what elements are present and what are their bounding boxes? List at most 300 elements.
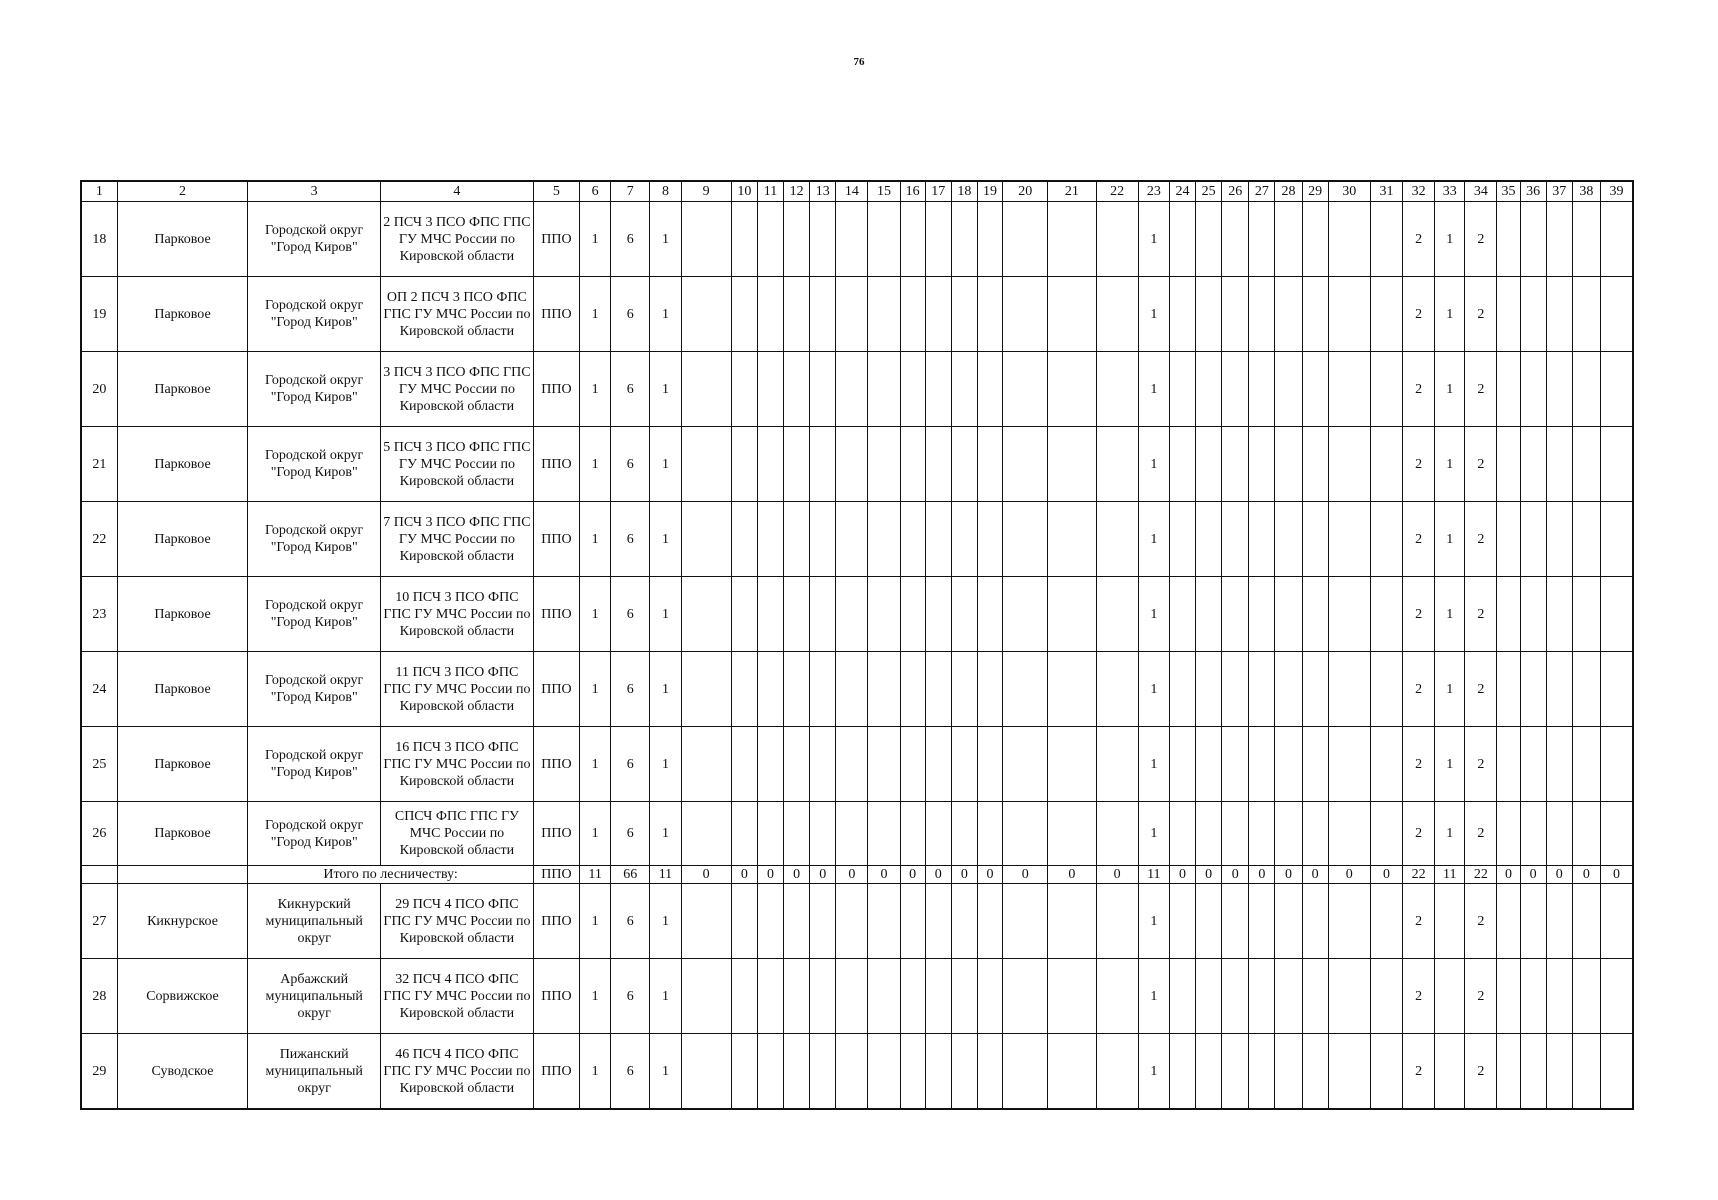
table-row bbox=[81, 202, 1633, 277]
cell-col-7: 6 bbox=[611, 1034, 650, 1110]
cell-col-39 bbox=[1600, 502, 1633, 577]
cell-col-1: 19 bbox=[81, 277, 117, 352]
cell-col-17 bbox=[925, 277, 951, 352]
total-col-27: 0 bbox=[1249, 866, 1275, 884]
cell-col-14 bbox=[836, 727, 868, 802]
cell-col-14 bbox=[836, 577, 868, 652]
cell-col-37 bbox=[1546, 277, 1572, 352]
cell-col-7: 6 bbox=[611, 652, 650, 727]
total-cell-2 bbox=[117, 866, 248, 884]
cell-col-5: ППО bbox=[533, 959, 579, 1034]
cell-col-6: 1 bbox=[580, 652, 611, 727]
cell-col-18 bbox=[951, 202, 977, 277]
cell-col-13 bbox=[810, 427, 836, 502]
cell-col-23: 1 bbox=[1138, 802, 1169, 866]
cell-col-32: 2 bbox=[1403, 802, 1435, 866]
total-col-37: 0 bbox=[1546, 866, 1572, 884]
cell-col-27 bbox=[1249, 502, 1275, 577]
cell-col-16 bbox=[900, 502, 925, 577]
cell-col-19 bbox=[977, 577, 1002, 652]
cell-col-25 bbox=[1196, 502, 1222, 577]
cell-col-8: 1 bbox=[650, 652, 681, 727]
cell-col-4: 29 ПСЧ 4 ПСО ФПС ГПС ГУ МЧС России по Кировской области bbox=[381, 884, 534, 959]
cell-col-26 bbox=[1222, 352, 1249, 427]
cell-col-7: 6 bbox=[611, 884, 650, 959]
cell-col-5: ППО bbox=[533, 884, 579, 959]
cell-col-5: ППО bbox=[533, 577, 579, 652]
cell-col-23: 1 bbox=[1138, 652, 1169, 727]
cell-col-26 bbox=[1222, 727, 1249, 802]
cell-col-1: 27 bbox=[81, 884, 117, 959]
cell-col-15 bbox=[868, 1034, 900, 1110]
cell-col-29 bbox=[1302, 427, 1328, 502]
cell-col-28 bbox=[1275, 352, 1302, 427]
cell-col-18 bbox=[951, 802, 977, 866]
cell-col-35 bbox=[1497, 577, 1520, 652]
cell-col-10 bbox=[731, 277, 757, 352]
cell-col-31 bbox=[1370, 427, 1402, 502]
cell-col-15 bbox=[868, 352, 900, 427]
cell-col-30 bbox=[1328, 884, 1370, 959]
cell-col-37 bbox=[1546, 352, 1572, 427]
cell-col-14 bbox=[836, 427, 868, 502]
cell-col-14 bbox=[836, 502, 868, 577]
cell-col-38 bbox=[1572, 427, 1600, 502]
cell-col-30 bbox=[1328, 352, 1370, 427]
cell-col-3: Городской округ "Город Киров" bbox=[248, 802, 381, 866]
cell-col-2: Парковое bbox=[117, 727, 248, 802]
cell-col-39 bbox=[1600, 277, 1633, 352]
cell-col-39 bbox=[1600, 352, 1633, 427]
cell-col-1: 18 bbox=[81, 202, 117, 277]
column-number-5: 5 bbox=[533, 181, 579, 202]
cell-col-14 bbox=[836, 884, 868, 959]
cell-col-13 bbox=[810, 884, 836, 959]
cell-col-13 bbox=[810, 577, 836, 652]
cell-col-26 bbox=[1222, 802, 1249, 866]
cell-col-10 bbox=[731, 1034, 757, 1110]
cell-col-1: 26 bbox=[81, 802, 117, 866]
cell-col-21 bbox=[1048, 1034, 1096, 1110]
cell-col-8: 1 bbox=[650, 959, 681, 1034]
cell-col-18 bbox=[951, 577, 977, 652]
cell-col-32: 2 bbox=[1403, 884, 1435, 959]
cell-col-4: ОП 2 ПСЧ 3 ПСО ФПС ГПС ГУ МЧС России по Кировской области bbox=[381, 277, 534, 352]
cell-col-15 bbox=[868, 202, 900, 277]
table-row bbox=[81, 352, 1633, 427]
cell-col-4: 32 ПСЧ 4 ПСО ФПС ГПС ГУ МЧС России по Кировской области bbox=[381, 959, 534, 1034]
cell-col-29 bbox=[1302, 502, 1328, 577]
cell-col-27 bbox=[1249, 352, 1275, 427]
cell-col-30 bbox=[1328, 427, 1370, 502]
cell-col-18 bbox=[951, 884, 977, 959]
cell-col-10 bbox=[731, 427, 757, 502]
cell-col-32: 2 bbox=[1403, 727, 1435, 802]
cell-col-31 bbox=[1370, 277, 1402, 352]
cell-col-15 bbox=[868, 652, 900, 727]
cell-col-35 bbox=[1497, 1034, 1520, 1110]
cell-col-36 bbox=[1520, 884, 1546, 959]
cell-col-12 bbox=[784, 202, 810, 277]
cell-col-28 bbox=[1275, 577, 1302, 652]
cell-col-20 bbox=[1003, 727, 1048, 802]
cell-col-8: 1 bbox=[650, 1034, 681, 1110]
cell-col-19 bbox=[977, 959, 1002, 1034]
cell-col-31 bbox=[1370, 959, 1402, 1034]
cell-col-11 bbox=[757, 959, 783, 1034]
cell-col-4: 46 ПСЧ 4 ПСО ФПС ГПС ГУ МЧС России по Кировской области bbox=[381, 1034, 534, 1110]
cell-col-3: Городской округ "Город Киров" bbox=[248, 352, 381, 427]
cell-col-3: Городской округ "Город Киров" bbox=[248, 577, 381, 652]
cell-col-31 bbox=[1370, 577, 1402, 652]
cell-col-33: 1 bbox=[1435, 727, 1465, 802]
total-col-26: 0 bbox=[1222, 866, 1249, 884]
cell-col-35 bbox=[1497, 502, 1520, 577]
cell-col-5: ППО bbox=[533, 802, 579, 866]
total-col-17: 0 bbox=[925, 866, 951, 884]
cell-col-29 bbox=[1302, 577, 1328, 652]
table-row bbox=[81, 652, 1633, 727]
page-number: 76 bbox=[853, 56, 865, 68]
cell-col-18 bbox=[951, 652, 977, 727]
cell-col-13 bbox=[810, 959, 836, 1034]
cell-col-38 bbox=[1572, 577, 1600, 652]
cell-col-32: 2 bbox=[1403, 427, 1435, 502]
cell-col-20 bbox=[1003, 802, 1048, 866]
cell-col-23: 1 bbox=[1138, 884, 1169, 959]
cell-col-34: 2 bbox=[1465, 652, 1497, 727]
cell-col-15 bbox=[868, 802, 900, 866]
total-col-38: 0 bbox=[1572, 866, 1600, 884]
cell-col-26 bbox=[1222, 577, 1249, 652]
cell-col-32: 2 bbox=[1403, 577, 1435, 652]
column-number-34: 34 bbox=[1465, 181, 1497, 202]
column-number-15: 15 bbox=[868, 181, 900, 202]
column-number-36: 36 bbox=[1520, 181, 1546, 202]
cell-col-16 bbox=[900, 959, 925, 1034]
cell-col-34: 2 bbox=[1465, 884, 1497, 959]
cell-col-12 bbox=[784, 884, 810, 959]
total-col-14: 0 bbox=[836, 866, 868, 884]
cell-col-18 bbox=[951, 727, 977, 802]
table-row bbox=[81, 1034, 1633, 1110]
cell-col-16 bbox=[900, 727, 925, 802]
column-number-18: 18 bbox=[951, 181, 977, 202]
cell-col-22 bbox=[1096, 577, 1138, 652]
cell-col-30 bbox=[1328, 202, 1370, 277]
cell-col-9 bbox=[681, 502, 731, 577]
cell-col-24 bbox=[1169, 959, 1195, 1034]
cell-col-10 bbox=[731, 202, 757, 277]
cell-col-37 bbox=[1546, 427, 1572, 502]
cell-col-23: 1 bbox=[1138, 427, 1169, 502]
cell-col-1: 25 bbox=[81, 727, 117, 802]
total-col-33: 11 bbox=[1435, 866, 1465, 884]
cell-col-36 bbox=[1520, 427, 1546, 502]
total-col-36: 0 bbox=[1520, 866, 1546, 884]
column-number-24: 24 bbox=[1169, 181, 1195, 202]
cell-col-2: Парковое bbox=[117, 502, 248, 577]
cell-col-2: Парковое bbox=[117, 277, 248, 352]
total-col-18: 0 bbox=[951, 866, 977, 884]
column-number-21: 21 bbox=[1048, 181, 1096, 202]
cell-col-12 bbox=[784, 277, 810, 352]
cell-col-3: Кикнурский муниципальный округ bbox=[248, 884, 381, 959]
cell-col-37 bbox=[1546, 959, 1572, 1034]
cell-col-33: 1 bbox=[1435, 202, 1465, 277]
total-col-6: 11 bbox=[580, 866, 611, 884]
cell-col-13 bbox=[810, 727, 836, 802]
cell-col-3: Арбажский муниципальный округ bbox=[248, 959, 381, 1034]
total-col-24: 0 bbox=[1169, 866, 1195, 884]
cell-col-5: ППО bbox=[533, 427, 579, 502]
cell-col-33: 1 bbox=[1435, 502, 1465, 577]
cell-col-1: 20 bbox=[81, 352, 117, 427]
cell-col-17 bbox=[925, 802, 951, 866]
cell-col-21 bbox=[1048, 802, 1096, 866]
total-label: Итого по лесничеству: bbox=[248, 866, 533, 884]
cell-col-17 bbox=[925, 352, 951, 427]
cell-col-38 bbox=[1572, 1034, 1600, 1110]
cell-col-6: 1 bbox=[580, 884, 611, 959]
total-col-10: 0 bbox=[731, 866, 757, 884]
cell-col-30 bbox=[1328, 277, 1370, 352]
cell-col-10 bbox=[731, 502, 757, 577]
cell-col-19 bbox=[977, 277, 1002, 352]
cell-col-34: 2 bbox=[1465, 959, 1497, 1034]
cell-col-26 bbox=[1222, 202, 1249, 277]
total-col-7: 66 bbox=[611, 866, 650, 884]
cell-col-8: 1 bbox=[650, 884, 681, 959]
cell-col-12 bbox=[784, 577, 810, 652]
cell-col-6: 1 bbox=[580, 802, 611, 866]
cell-col-34: 2 bbox=[1465, 1034, 1497, 1110]
cell-col-25 bbox=[1196, 802, 1222, 866]
cell-col-13 bbox=[810, 277, 836, 352]
cell-col-28 bbox=[1275, 652, 1302, 727]
total-col-12: 0 bbox=[784, 866, 810, 884]
cell-col-20 bbox=[1003, 652, 1048, 727]
cell-col-20 bbox=[1003, 577, 1048, 652]
table-row bbox=[81, 577, 1633, 652]
cell-col-22 bbox=[1096, 202, 1138, 277]
cell-col-2: Парковое bbox=[117, 652, 248, 727]
cell-col-11 bbox=[757, 802, 783, 866]
cell-col-39 bbox=[1600, 1034, 1633, 1110]
cell-col-19 bbox=[977, 652, 1002, 727]
cell-col-30 bbox=[1328, 502, 1370, 577]
cell-col-35 bbox=[1497, 427, 1520, 502]
cell-col-11 bbox=[757, 277, 783, 352]
cell-col-6: 1 bbox=[580, 959, 611, 1034]
cell-col-8: 1 bbox=[650, 202, 681, 277]
table-row bbox=[81, 959, 1633, 1034]
cell-col-14 bbox=[836, 202, 868, 277]
cell-col-22 bbox=[1096, 277, 1138, 352]
cell-col-22 bbox=[1096, 352, 1138, 427]
cell-col-24 bbox=[1169, 427, 1195, 502]
cell-col-20 bbox=[1003, 352, 1048, 427]
total-col-29: 0 bbox=[1302, 866, 1328, 884]
cell-col-20 bbox=[1003, 427, 1048, 502]
cell-col-6: 1 bbox=[580, 277, 611, 352]
cell-col-17 bbox=[925, 884, 951, 959]
cell-col-3: Городской округ "Город Киров" bbox=[248, 652, 381, 727]
cell-col-29 bbox=[1302, 727, 1328, 802]
table-body-group-1 bbox=[81, 202, 1633, 866]
cell-col-10 bbox=[731, 652, 757, 727]
cell-col-39 bbox=[1600, 884, 1633, 959]
cell-col-36 bbox=[1520, 577, 1546, 652]
cell-col-30 bbox=[1328, 802, 1370, 866]
cell-col-5: ППО bbox=[533, 502, 579, 577]
cell-col-31 bbox=[1370, 802, 1402, 866]
cell-col-36 bbox=[1520, 202, 1546, 277]
cell-col-34: 2 bbox=[1465, 202, 1497, 277]
cell-col-22 bbox=[1096, 427, 1138, 502]
column-number-27: 27 bbox=[1249, 181, 1275, 202]
cell-col-3: Городской округ "Город Киров" bbox=[248, 427, 381, 502]
cell-col-22 bbox=[1096, 502, 1138, 577]
cell-col-17 bbox=[925, 577, 951, 652]
table-row bbox=[81, 427, 1633, 502]
cell-col-24 bbox=[1169, 802, 1195, 866]
column-number-12: 12 bbox=[784, 181, 810, 202]
cell-col-4: 10 ПСЧ 3 ПСО ФПС ГПС ГУ МЧС России по Кировской области bbox=[381, 577, 534, 652]
cell-col-36 bbox=[1520, 959, 1546, 1034]
total-col-23: 11 bbox=[1138, 866, 1169, 884]
cell-col-35 bbox=[1497, 652, 1520, 727]
cell-col-26 bbox=[1222, 884, 1249, 959]
cell-col-2: Парковое bbox=[117, 352, 248, 427]
cell-col-6: 1 bbox=[580, 577, 611, 652]
cell-col-27 bbox=[1249, 884, 1275, 959]
cell-col-24 bbox=[1169, 652, 1195, 727]
cell-col-39 bbox=[1600, 577, 1633, 652]
cell-col-18 bbox=[951, 277, 977, 352]
cell-col-35 bbox=[1497, 352, 1520, 427]
cell-col-33: 1 bbox=[1435, 277, 1465, 352]
cell-col-2: Суводское bbox=[117, 1034, 248, 1110]
cell-col-31 bbox=[1370, 884, 1402, 959]
cell-col-12 bbox=[784, 352, 810, 427]
cell-col-30 bbox=[1328, 727, 1370, 802]
cell-col-35 bbox=[1497, 802, 1520, 866]
cell-col-21 bbox=[1048, 277, 1096, 352]
cell-col-21 bbox=[1048, 884, 1096, 959]
cell-col-9 bbox=[681, 802, 731, 866]
cell-col-16 bbox=[900, 202, 925, 277]
cell-col-2: Парковое bbox=[117, 802, 248, 866]
cell-col-17 bbox=[925, 1034, 951, 1110]
column-number-6: 6 bbox=[580, 181, 611, 202]
cell-col-12 bbox=[784, 727, 810, 802]
cell-col-21 bbox=[1048, 727, 1096, 802]
cell-col-9 bbox=[681, 959, 731, 1034]
total-col-13: 0 bbox=[810, 866, 836, 884]
cell-col-25 bbox=[1196, 577, 1222, 652]
column-number-20: 20 bbox=[1003, 181, 1048, 202]
cell-col-14 bbox=[836, 277, 868, 352]
cell-col-26 bbox=[1222, 427, 1249, 502]
cell-col-9 bbox=[681, 1034, 731, 1110]
total-col-22: 0 bbox=[1096, 866, 1138, 884]
cell-col-11 bbox=[757, 202, 783, 277]
cell-col-9 bbox=[681, 727, 731, 802]
column-number-30: 30 bbox=[1328, 181, 1370, 202]
cell-col-39 bbox=[1600, 727, 1633, 802]
cell-col-12 bbox=[784, 652, 810, 727]
cell-col-33 bbox=[1435, 959, 1465, 1034]
total-col-8: 11 bbox=[650, 866, 681, 884]
cell-col-14 bbox=[836, 1034, 868, 1110]
cell-col-9 bbox=[681, 652, 731, 727]
cell-col-12 bbox=[784, 802, 810, 866]
cell-col-16 bbox=[900, 277, 925, 352]
column-number-35: 35 bbox=[1497, 181, 1520, 202]
cell-col-13 bbox=[810, 502, 836, 577]
total-col-31: 0 bbox=[1370, 866, 1402, 884]
column-number-33: 33 bbox=[1435, 181, 1465, 202]
cell-col-13 bbox=[810, 802, 836, 866]
cell-col-7: 6 bbox=[611, 352, 650, 427]
cell-col-8: 1 bbox=[650, 577, 681, 652]
cell-col-11 bbox=[757, 352, 783, 427]
cell-col-24 bbox=[1169, 727, 1195, 802]
cell-col-27 bbox=[1249, 277, 1275, 352]
cell-col-15 bbox=[868, 277, 900, 352]
column-number-2: 2 bbox=[117, 181, 248, 202]
cell-col-7: 6 bbox=[611, 427, 650, 502]
cell-col-14 bbox=[836, 959, 868, 1034]
cell-col-9 bbox=[681, 352, 731, 427]
total-col-30: 0 bbox=[1328, 866, 1370, 884]
cell-col-4: 3 ПСЧ 3 ПСО ФПС ГПС ГУ МЧС России по Кировской области bbox=[381, 352, 534, 427]
column-number-39: 39 bbox=[1600, 181, 1633, 202]
cell-col-17 bbox=[925, 202, 951, 277]
cell-col-26 bbox=[1222, 959, 1249, 1034]
cell-col-11 bbox=[757, 502, 783, 577]
cell-col-19 bbox=[977, 427, 1002, 502]
cell-col-21 bbox=[1048, 652, 1096, 727]
column-number-17: 17 bbox=[925, 181, 951, 202]
cell-col-5: ППО bbox=[533, 202, 579, 277]
cell-col-28 bbox=[1275, 959, 1302, 1034]
cell-col-17 bbox=[925, 427, 951, 502]
cell-col-32: 2 bbox=[1403, 502, 1435, 577]
cell-col-27 bbox=[1249, 1034, 1275, 1110]
cell-col-23: 1 bbox=[1138, 727, 1169, 802]
cell-col-1: 22 bbox=[81, 502, 117, 577]
cell-col-7: 6 bbox=[611, 577, 650, 652]
total-row bbox=[81, 866, 1633, 884]
cell-col-5: ППО bbox=[533, 727, 579, 802]
cell-col-28 bbox=[1275, 502, 1302, 577]
cell-col-18 bbox=[951, 427, 977, 502]
cell-col-5: ППО bbox=[533, 352, 579, 427]
cell-col-16 bbox=[900, 427, 925, 502]
cell-col-6: 1 bbox=[580, 427, 611, 502]
column-number-row bbox=[81, 181, 1633, 202]
cell-col-3: Городской округ "Город Киров" bbox=[248, 502, 381, 577]
column-number-32: 32 bbox=[1403, 181, 1435, 202]
cell-col-8: 1 bbox=[650, 802, 681, 866]
cell-col-36 bbox=[1520, 1034, 1546, 1110]
cell-col-2: Парковое bbox=[117, 427, 248, 502]
cell-col-28 bbox=[1275, 802, 1302, 866]
cell-col-24 bbox=[1169, 352, 1195, 427]
cell-col-21 bbox=[1048, 427, 1096, 502]
